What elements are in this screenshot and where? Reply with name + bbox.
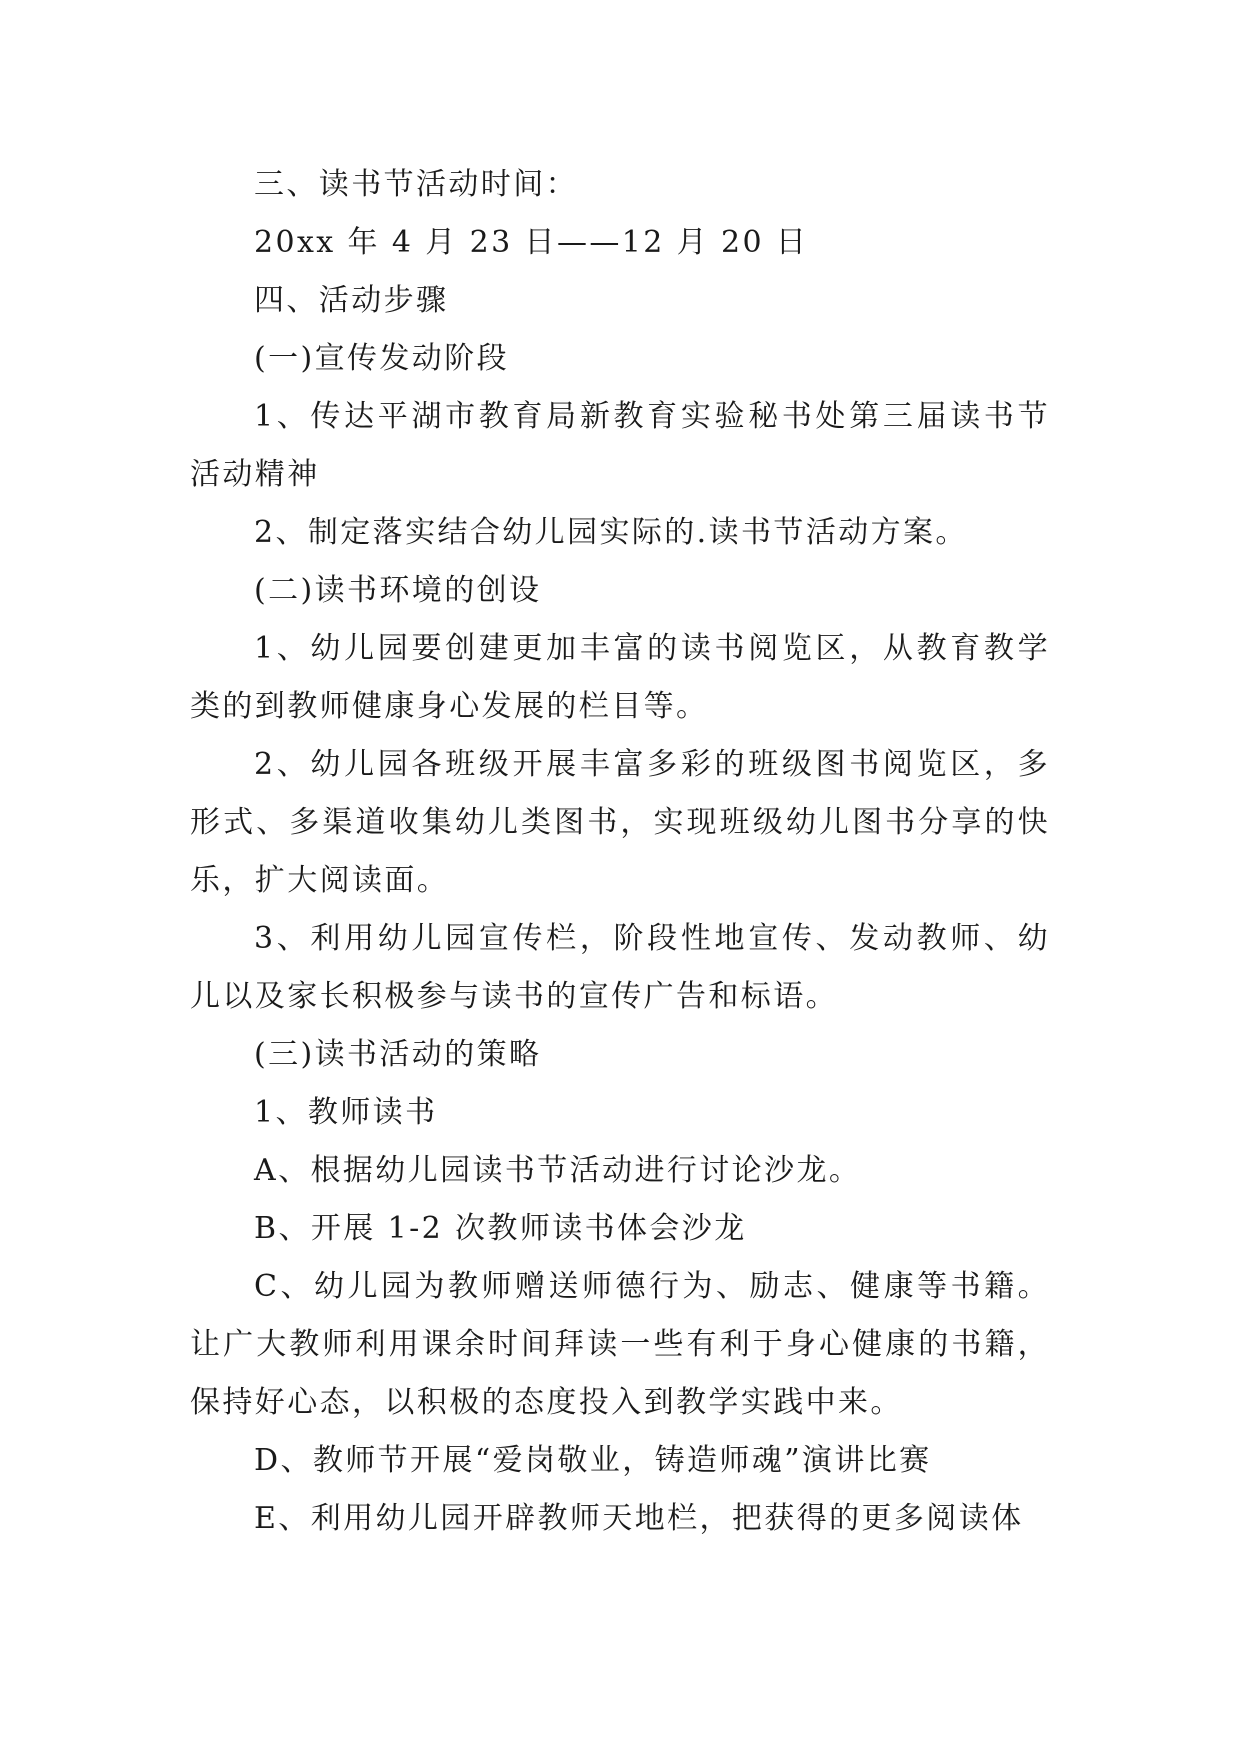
subsection-heading-strategy: (三)读书活动的策略 (254, 1037, 542, 1072)
activity-date-range: 20xx 年 4 月 23 日——12 月 20 日 (254, 225, 809, 260)
paragraph-publicity-item-2: 2、制定落实结合幼儿园实际的.读书节活动方案。 (254, 515, 968, 550)
document-page (190, 156, 1050, 1548)
subsection-heading-publicity: (一)宣传发动阶段 (254, 341, 510, 376)
section-heading-activity-steps: 四、活动步骤 (254, 283, 449, 318)
paragraph-item-c: C、幼儿园为教师赠送师德行为、励志、健康等书籍。让广大教师利用课余时间拜读一些有利于身心健康的书籍，保持好心态，以积极的态度投入到教学实践中来。 (190, 1269, 1050, 1420)
subsection-heading-environment: (二)读书环境的创设 (254, 573, 542, 608)
paragraph-publicity-item-1: 1、传达平湖市教育局新教育实验秘书处第三届读书节活动精神 (190, 399, 1050, 492)
paragraph-item-a: A、根据幼儿园读书节活动进行讨论沙龙。 (254, 1153, 862, 1188)
paragraph-environment-item-2: 2、幼儿园各班级开展丰富多彩的班级图书阅览区，多形式、多渠道收集幼儿类图书，实现班级幼儿图书分享的快乐，扩大阅读面。 (190, 747, 1050, 898)
paragraph-teacher-reading: 1、教师读书 (254, 1095, 438, 1130)
paragraph-item-d: D、教师节开展“爱岗敬业，铸造师魂”演讲比赛 (254, 1443, 932, 1478)
paragraph-environment-item-3: 3、利用幼儿园宣传栏，阶段性地宣传、发动教师、幼儿以及家长积极参与读书的宣传广告和标语。 (190, 921, 1050, 1014)
paragraph-item-b: B、开展 1-2 次教师读书体会沙龙 (254, 1211, 747, 1246)
paragraph-item-e: E、利用幼儿园开辟教师天地栏，把获得的更多阅读体 (254, 1501, 1024, 1536)
section-heading-activity-time: 三、读书节活动时间： (254, 167, 578, 202)
paragraph-environment-item-1: 1、幼儿园要创建更加丰富的读书阅览区，从教育教学类的到教师健康身心发展的栏目等。 (190, 631, 1050, 724)
